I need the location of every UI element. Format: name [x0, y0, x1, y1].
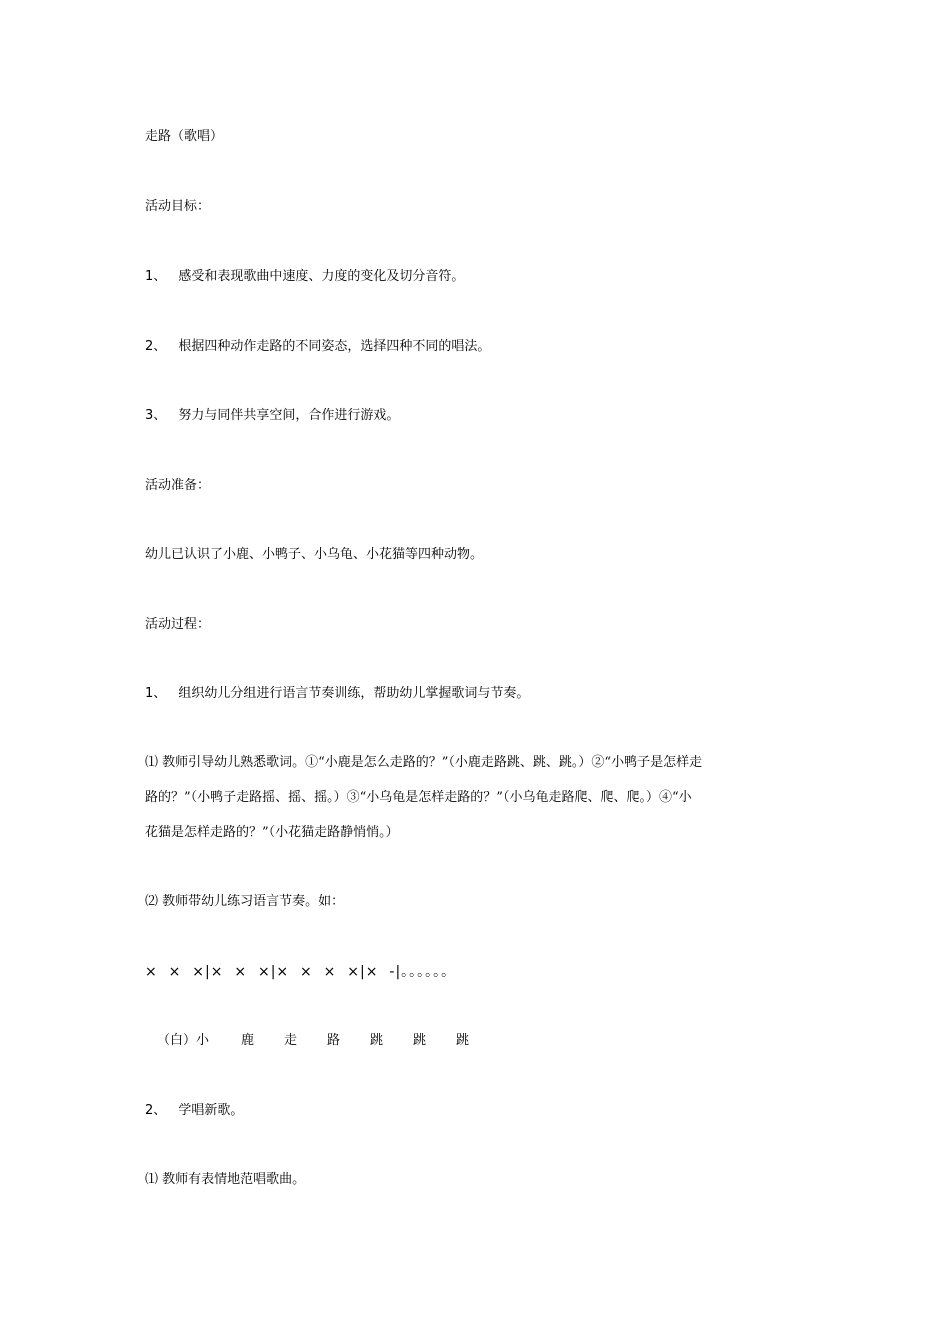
process-heading: 活动过程：	[145, 617, 211, 632]
prep-heading: 活动准备：	[145, 478, 211, 493]
goals-heading: 活动目标：	[145, 199, 211, 214]
prep-text: 幼儿已认识了小鹿、小鸭子、小乌龟、小花猫等四种动物。	[145, 547, 484, 562]
document-title: 走路（歌唱）	[145, 129, 224, 144]
sub-step-line: ⑴ 教师有表情地范唱歌曲。	[145, 1172, 306, 1187]
sub-step-line: ⑵ 教师带幼儿练习语言节奏。如：	[145, 894, 345, 909]
lyric-syllable: 路	[327, 1033, 341, 1048]
lyric-syllable: 跳	[370, 1033, 384, 1048]
sub-step-line: ⑴ 教师引导幼儿熟悉歌词。①“小鹿是怎么走路的？”（小鹿走路跳、跳、跳。）②“小鸭子是怎样走	[145, 755, 703, 770]
sub-step-line: 花猫是怎样走路的？”（小花猫走路静悄悄。）	[145, 825, 399, 840]
goal-item	[145, 267, 464, 287]
sub-step-line: 路的？”（小鸭子走路摇、摇、摇。）③“小乌龟是怎样走路的？”（小乌龟走路爬、爬、爬。）④“小	[145, 790, 692, 805]
lyric-line	[145, 1031, 545, 1051]
goal-text: 根据四种动作走路的不同姿态，选择四种不同的唱法。	[178, 339, 491, 354]
goal-number: 3、	[145, 408, 167, 423]
lyric-prefix: （白）小	[157, 1033, 210, 1048]
lyric-syllable: 跳	[456, 1033, 470, 1048]
goal-text: 感受和表现歌曲中速度、力度的变化及切分音符。	[178, 269, 465, 284]
rhythm-notation: × × ×|× × ×|× × × ×|× -|。。。。。。	[145, 964, 457, 980]
step-number: 2、	[145, 1103, 167, 1118]
step-text: 学唱新歌。	[178, 1103, 244, 1118]
step-text: 组织幼儿分组进行语言节奏训练，帮助幼儿掌握歌词与节奏。	[178, 686, 530, 701]
goal-text: 努力与同伴共享空间，合作进行游戏。	[178, 408, 400, 423]
step-item	[145, 684, 529, 704]
lyric-syllable: 鹿	[241, 1033, 255, 1048]
goal-item	[145, 337, 490, 357]
goal-number: 2、	[145, 339, 167, 354]
step-item	[145, 1101, 243, 1121]
goal-item	[145, 406, 399, 426]
step-number: 1、	[145, 686, 167, 701]
goal-number: 1、	[145, 269, 167, 284]
lyric-syllable: 走	[284, 1033, 298, 1048]
lyric-syllable: 跳	[413, 1033, 427, 1048]
